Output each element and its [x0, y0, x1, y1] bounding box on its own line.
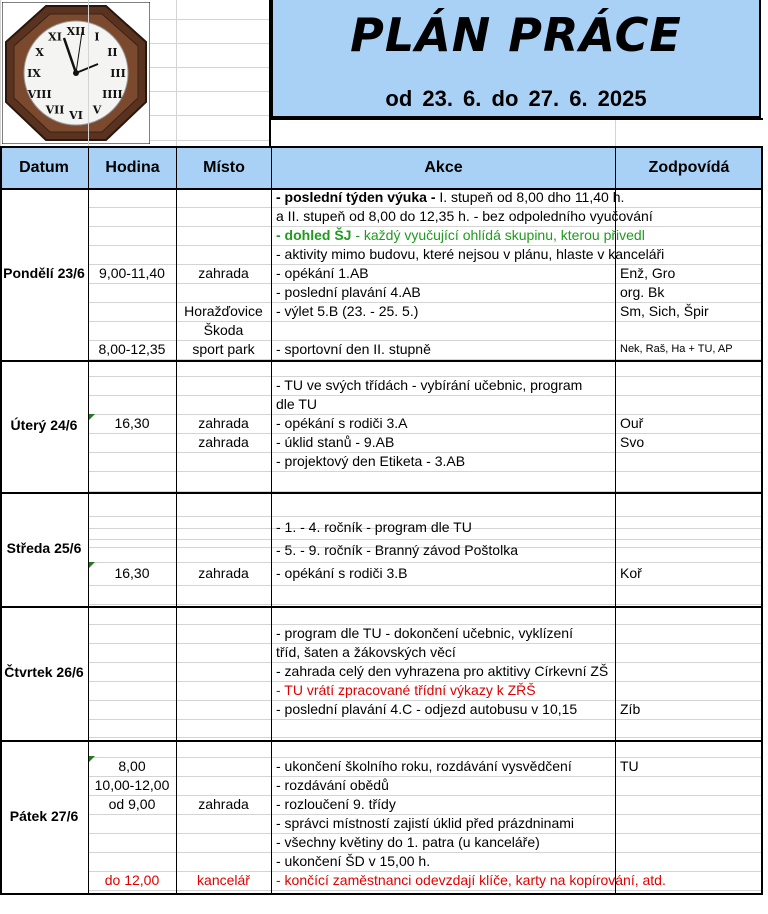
border-line [0, 893, 763, 895]
akce-cell: - ukončení školního roku, rozdávání vysvědčení [276, 758, 572, 774]
misto-cell: zahrada [198, 415, 249, 431]
misto-cell: zahrada [198, 565, 249, 581]
grid-line [150, 19, 271, 20]
akce-cell: - správci místností zajistí úklid před prázdninami [276, 815, 574, 831]
clock-numeral: X [35, 46, 44, 59]
grid-line [88, 471, 762, 472]
akce-cell [276, 188, 624, 207]
zodpovida-cell: Nek, Raš, Ha + TU, AP [620, 343, 733, 355]
zodpovida-cell: TU [620, 758, 639, 774]
grid-line [176, 0, 177, 146]
grid-line [88, 737, 762, 738]
akce-cell: - poslední plavání 4.C - odjezd autobusu v 10,15 [276, 701, 578, 717]
akce-cell: tříd, šaten a žákovských věcí [276, 644, 456, 660]
day-label: Středa 25/6 [6, 540, 82, 556]
comment-marker-icon [89, 414, 95, 420]
day-label: Pátek 27/6 [9, 807, 79, 824]
clock-image [2, 2, 150, 144]
border-line [176, 146, 177, 894]
day-label: Pondělí 23/6 [3, 265, 85, 281]
grid-line [150, 140, 271, 141]
clock-numeral: XI [48, 30, 62, 44]
clock-numeral: VI [69, 109, 83, 122]
misto-cell: Horažďovice [184, 303, 263, 319]
border-line [271, 146, 272, 894]
zodpovida-cell: Ouř [620, 415, 644, 431]
clock-numeral: III [110, 67, 126, 80]
akce-text: I. stupeň od 8,00 dho 11,40 h. [435, 189, 625, 205]
column-header-akce: Akce [424, 159, 463, 176]
border-line [0, 146, 2, 894]
akce-cell: - výlet 5.B (23. - 25. 5.) [276, 303, 419, 319]
akce-cell: - rozloučení 9. třídy [276, 796, 396, 812]
akce-cell: - program dle TU - dokončení učebnic, vyklízení [276, 625, 573, 641]
akce-cell: - poslední plavání 4.AB [276, 284, 421, 300]
day-label: Čtvrtek 26/6 [4, 664, 84, 680]
day-label: Úterý 24/6 [10, 417, 78, 433]
clock-numeral: VII [45, 103, 65, 117]
akce-cell: - opékání s rodiči 3.B [276, 565, 408, 581]
zodpovida-cell: org. Bk [620, 284, 665, 300]
grid-line [615, 118, 616, 148]
misto-cell: zahrada [198, 265, 249, 281]
grid-line [88, 585, 762, 586]
zodpovida-cell: Svo [620, 434, 645, 450]
akce-cell: - ukončení ŠD v 15,00 h. [276, 853, 431, 869]
border-line [269, 0, 271, 146]
border-line [0, 492, 763, 494]
page-title: PLÁN PRÁCE [350, 8, 682, 62]
akce-cell: - projektový den Etiketa - 3.AB [276, 453, 466, 469]
akce-cell: - 5. - 9. ročník - Branný závod Poštolka [276, 542, 518, 558]
hodina-cell: 16,30 [114, 415, 150, 431]
grid-line [88, 516, 762, 517]
border-line [0, 606, 763, 608]
column-header-misto: Místo [203, 159, 245, 176]
zodpovida-cell: Sm, Sich, Špir [620, 303, 709, 319]
date-range: od 23. 6. do 27. 6. 2025 [385, 86, 647, 111]
border-line [269, 118, 763, 120]
hodina-cell: 8,00 [118, 758, 146, 774]
comment-marker-icon [89, 756, 95, 762]
border-line [761, 146, 763, 894]
grid-line [150, 115, 271, 116]
grid-line [88, 395, 762, 396]
hodina-cell: 9,00-11,40 [99, 265, 165, 281]
hodina-cell: 10,00-12,00 [94, 777, 170, 793]
title-box [271, 0, 761, 118]
misto-cell: Škoda [203, 322, 244, 338]
akce-cell: a II. stupeň od 8,00 do 12,35 h. - bez odpoledního vyučování [276, 208, 653, 224]
akce-bold-text: - dohled ŠJ [276, 227, 352, 243]
grid-line [88, 890, 762, 891]
misto-cell: kancelář [197, 872, 250, 888]
zodpovida-cell: Enž, Gro [620, 265, 676, 281]
column-header-zodpovida: Zodpovídá [648, 159, 730, 176]
grid-line [150, 91, 271, 92]
grid-line [88, 719, 762, 720]
zodpovida-cell: Koř [620, 565, 642, 581]
clock-numeral: I [94, 30, 100, 44]
akce-cell: - aktivity mimo budovu, které nejsou v plánu, hlaste v kanceláři [276, 246, 665, 262]
misto-cell: sport park [192, 341, 255, 357]
misto-cell: zahrada [198, 796, 249, 812]
clock-numeral: IIII [102, 88, 123, 101]
akce-cell: - zahrada celý den vyhrazena pro aktitivy Církevní ZŠ [276, 663, 609, 679]
misto-cell: zahrada [198, 434, 249, 450]
grid-line [0, 0, 1, 146]
zodpovida-cell: Zíb [620, 701, 641, 717]
akce-cell: - 1. - 4. ročník - program dle TU [276, 519, 472, 535]
border-line [0, 146, 763, 148]
clock-numeral: XII [66, 25, 86, 38]
grid-line [88, 0, 89, 146]
akce-cell: - rozdávání obědů [276, 777, 389, 793]
grid-line [88, 604, 762, 605]
akce-text: - každý vyučující ohlídá skupinu, kterou přivedl [351, 227, 645, 243]
border-line [0, 360, 763, 362]
column-header-datum: Datum [19, 159, 69, 176]
akce-cell: - TU ve svých třídách - vybírání učebnic, program [276, 377, 583, 393]
grid-line [150, 43, 271, 44]
grid-line [88, 539, 762, 540]
akce-cell: - úklid stanů - 9.AB [276, 434, 395, 450]
akce-cell [276, 226, 645, 245]
clock-numeral: IX [27, 67, 41, 80]
clock-numeral: II [107, 46, 118, 59]
clock-numeral: V [92, 103, 102, 117]
border-line [0, 740, 763, 742]
akce-bold-text: - poslední týden výuka - [276, 189, 436, 205]
akce-cell: - opékání 1.AB [276, 265, 369, 281]
grid-line [88, 776, 762, 777]
akce-cell: - sportovní den II. stupně [276, 341, 431, 357]
hodina-cell: 8,00-12,35 [98, 341, 166, 357]
hodina-cell: 16,30 [114, 565, 150, 581]
grid-line [150, 67, 271, 68]
akce-cell: - opékání s rodiči 3.A [276, 415, 408, 431]
grid-line [88, 562, 762, 563]
akce-cell: - TU vrátí zpracované třídní výkazy k ZŘŠ [276, 682, 536, 698]
akce-cell: - končící zaměstnanci odevzdají klíče, karty na kopírování, atd. [276, 872, 666, 888]
column-header-hodina: Hodina [105, 159, 160, 176]
hodina-cell: od 9,00 [108, 796, 156, 812]
akce-cell: dle TU [276, 396, 317, 412]
comment-marker-icon [89, 562, 95, 568]
akce-cell: - všechny květiny do 1. patra (u kanceláře) [276, 834, 540, 850]
clock-numeral: VIII [27, 88, 52, 101]
hodina-cell: do 12,00 [104, 872, 160, 888]
